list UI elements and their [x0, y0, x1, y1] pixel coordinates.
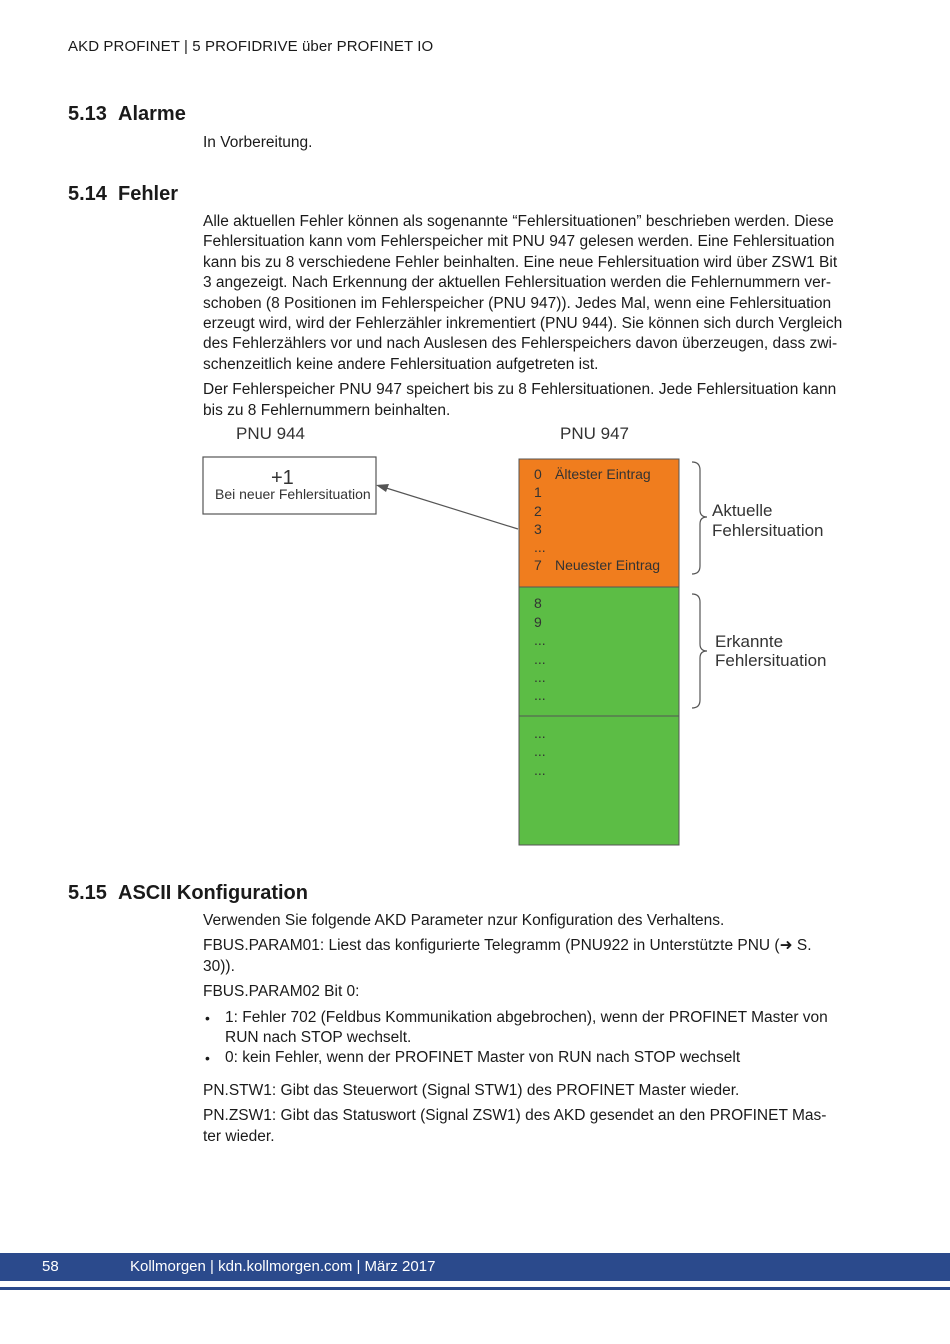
index-label: ...: [534, 725, 546, 741]
index-label: ...: [534, 539, 546, 555]
index-label: ...: [534, 762, 546, 778]
recognized-situation-label: Erkannte: [715, 632, 784, 651]
section-number: 5.14: [68, 183, 107, 205]
index-label: 1: [534, 484, 542, 500]
footer-info: Kollmorgen | kdn.kollmorgen.com | März 2017: [130, 1258, 436, 1275]
text-line: 3 angezeigt. Nach Erkennung der aktuellen Fehlersituation werden die Fehlernummern ver-: [203, 274, 832, 292]
current-situation-label: Aktuelle: [712, 501, 773, 520]
section-title: Alarme: [118, 103, 186, 125]
ascii-paragraph-3: FBUS.PARAM02 Bit 0:: [203, 983, 360, 1001]
text-line: Alle aktuellen Fehler können als sogenannte “Fehlersituationen” beschrieben werden. Diese: [203, 213, 834, 230]
text-line: erzeugt wird, wird der Fehlerzähler inkrementiert (PNU 944). Sie können sich durch Vergleich: [203, 315, 843, 333]
oldest-entry-label: Ältester Eintrag: [555, 466, 651, 482]
text-line: schenzeitlich keine andere Fehlersituation aufgetreten ist.: [203, 355, 599, 373]
pnu944-label: PNU 944: [236, 424, 305, 443]
list-item: [225, 1008, 843, 1049]
running-header: AKD PROFINET | 5 PROFIDRIVE über PROFINET IO: [68, 38, 434, 55]
increment-arrow-head: [376, 484, 389, 492]
text-line: 0: kein Fehler, wenn der PROFINET Master von RUN nach STOP wechselt: [225, 1049, 741, 1067]
page-number: 58: [42, 1258, 59, 1275]
index-label: 7: [534, 557, 542, 573]
index-label: 9: [534, 614, 542, 630]
text-line: ter wieder.: [203, 1127, 275, 1145]
section-title: ASCII Konfiguration: [118, 882, 308, 904]
text-line: bis zu 8 Fehlernummern beinhalten.: [203, 401, 451, 419]
counter-increment: +1: [271, 467, 294, 489]
text-line: RUN nach STOP wechselt.: [225, 1029, 412, 1047]
list-item: [225, 1048, 843, 1068]
index-label: 8: [534, 595, 542, 611]
index-label: ...: [534, 743, 546, 759]
ascii-paragraph-4: PN.STW1: Gibt das Steuerwort (Signal STW1) des PROFINET Master wieder.: [203, 1081, 740, 1099]
text-line: Der Fehlerspeicher PNU 947 speichert bis zu 8 Fehlersituationen. Jede Fehlersituation kann: [203, 381, 837, 399]
increment-arrow-line: [383, 487, 518, 529]
index-label: ...: [534, 651, 546, 667]
index-label: 2: [534, 503, 542, 519]
section-number: 5.13: [68, 103, 107, 125]
footer-divider: [0, 1287, 950, 1290]
index-label: ...: [534, 669, 546, 685]
section-title: Fehler: [118, 183, 179, 205]
text-line: 1: Fehler 702 (Feldbus Kommunikation abgebrochen), wenn der PROFINET Master von: [225, 1008, 828, 1026]
text-line: schoben (8 Positionen im Fehlerspeicher (PNU 947)). Jedes Mal, wenn eine Fehlersituation: [203, 294, 832, 312]
index-label: 3: [534, 521, 542, 537]
text-line: kann bis zu 8 verschiedene Fehler beinhalten. Eine neue Fehlersituation wird über ZSW1 Bit: [203, 253, 838, 271]
index-label: 0: [534, 466, 542, 482]
alarme-text: In Vorbereitung.: [203, 134, 313, 151]
text-line: 30)).: [203, 957, 235, 975]
text-line: FBUS.PARAM01: Liest das konfigurierte Telegramm (PNU922 in Unterstützte PNU (➜ S.: [203, 937, 812, 955]
recognized-situation-label: Fehlersituation: [715, 651, 827, 670]
text-line: Fehlersituation kann vom Fehlerspeicher mit PNU 947 gelesen werden. Eine Fehlersituation: [203, 233, 835, 251]
current-situation-label: Fehlersituation: [712, 521, 824, 540]
text-line: des Fehlerzählers vor und nach Auslesen des Fehlerspeichers davon überzeugen, dass zwi-: [203, 335, 838, 353]
newest-entry-label: Neuester Eintrag: [555, 557, 661, 573]
text-line: PN.ZSW1: Gibt das Statuswort (Signal ZSW1) des AKD gesendet an den PROFINET Mas-: [203, 1107, 827, 1125]
ascii-text-block: [203, 911, 843, 1152]
index-label: ...: [534, 687, 546, 703]
section-heading-ascii: [68, 882, 308, 905]
index-label: ...: [534, 632, 546, 648]
ascii-paragraph-1: Verwenden Sie folgende AKD Parameter nzur Konfiguration des Verhaltens.: [203, 912, 725, 929]
current-situation-brace: [692, 462, 707, 574]
footer-bar: [0, 1253, 950, 1281]
section-number: 5.15: [68, 882, 107, 904]
ascii-paragraph-2: [203, 936, 843, 977]
recognized-situation-brace: [692, 594, 707, 708]
ascii-paragraph-5: [203, 1106, 843, 1147]
counter-caption: Bei neuer Fehlersituation: [215, 486, 371, 502]
pnu947-label: PNU 947: [560, 424, 629, 443]
bit0-options-list: [203, 1008, 843, 1069]
